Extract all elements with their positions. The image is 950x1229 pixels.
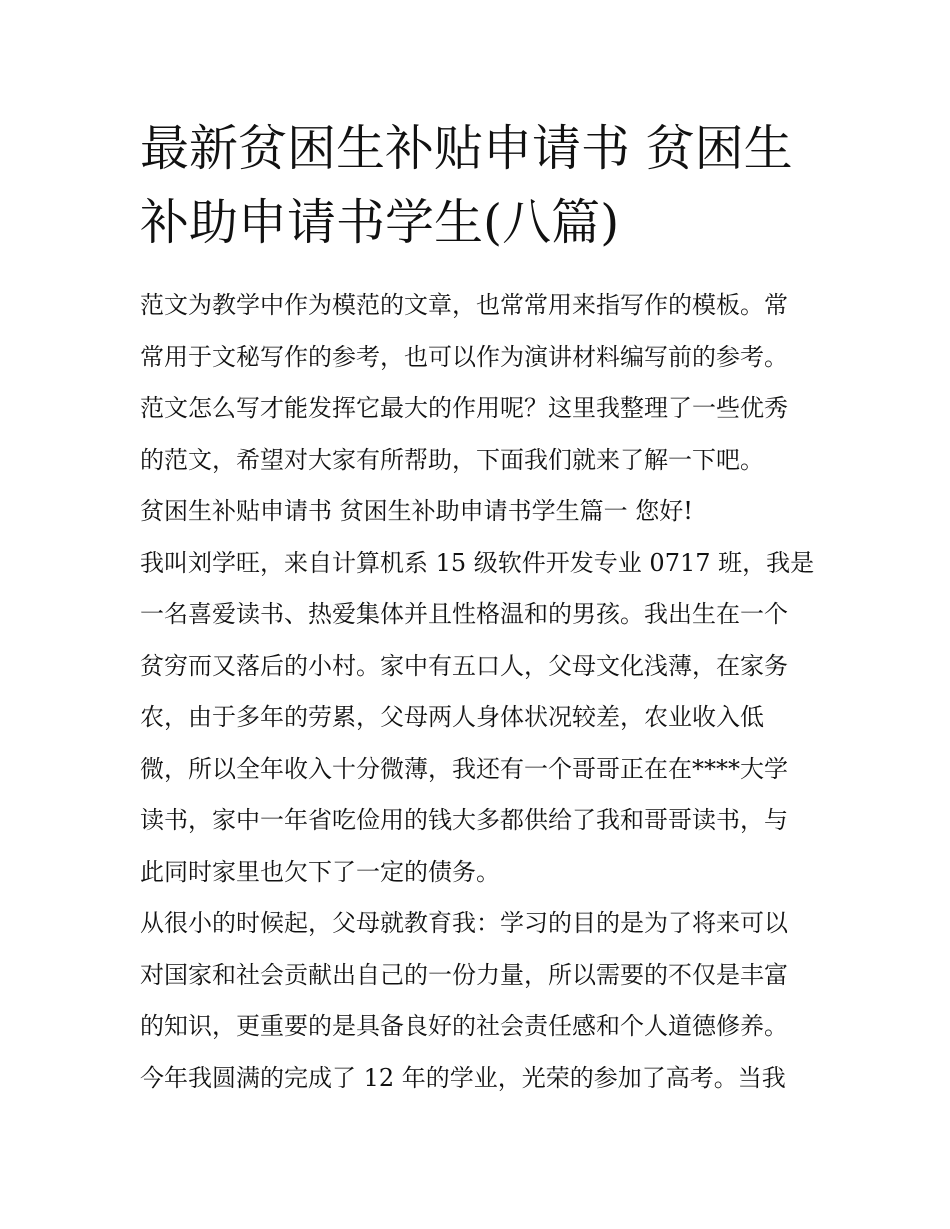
body-line: 常用于文秘写作的参考，也可以作为演讲材料编写前的参考。 bbox=[140, 342, 788, 371]
body-line: 从很小的时候起，父母就教育我：学习的目的是为了将来可以 bbox=[140, 909, 788, 937]
body-line: 今年我圆满的完成了 12 年的学业，光荣的参加了高考。当我 bbox=[140, 1063, 786, 1092]
body-line: 贫穷而又落后的小村。家中有五口人，父母文化浅薄，在家务 bbox=[140, 651, 788, 680]
body-line: 范文怎么写才能发挥它最大的作用呢？这里我整理了一些优秀 bbox=[140, 394, 788, 422]
body-line: 读书，家中一年省吃俭用的钱大多都供给了我和哥哥读书，与 bbox=[140, 806, 788, 834]
body-line: 农，由于多年的劳累，父母两人身体状况较差，农业收入低 bbox=[140, 703, 764, 731]
body-line: 此同时家里也欠下了一定的债务。 bbox=[140, 857, 500, 886]
body-line: 贫困生补贴申请书 贫困生补助申请书学生篇一 您好! bbox=[140, 497, 693, 525]
title-line: 补助申请书学生(八篇) bbox=[140, 194, 620, 251]
body-line: 我叫刘学旺，来自计算机系 15 级软件开发专业 0717 班，我是 bbox=[140, 548, 815, 577]
body-line: 的知识，更重要的是具备良好的社会责任感和个人道德修养。 bbox=[140, 1012, 788, 1040]
document-body bbox=[140, 280, 815, 1104]
body-line: 一名喜爱读书、热爱集体并且性格温和的男孩。我出生在一个 bbox=[140, 600, 788, 628]
title-line: 最新贫困生补贴申请书 贫困生 bbox=[140, 120, 793, 177]
body-line: 范文为教学中作为模范的文章，也常常用来指写作的模板。常 bbox=[140, 291, 788, 319]
document-title bbox=[140, 112, 812, 260]
body-line: 的范文，希望对大家有所帮助，下面我们就来了解一下吧。 bbox=[140, 445, 764, 474]
body-line: 微，所以全年收入十分微薄，我还有一个哥哥正在在****大学 bbox=[140, 754, 788, 783]
body-line: 对国家和社会贡献出自己的一份力量，所以需要的不仅是丰富 bbox=[140, 960, 788, 989]
document-page bbox=[140, 112, 815, 1104]
